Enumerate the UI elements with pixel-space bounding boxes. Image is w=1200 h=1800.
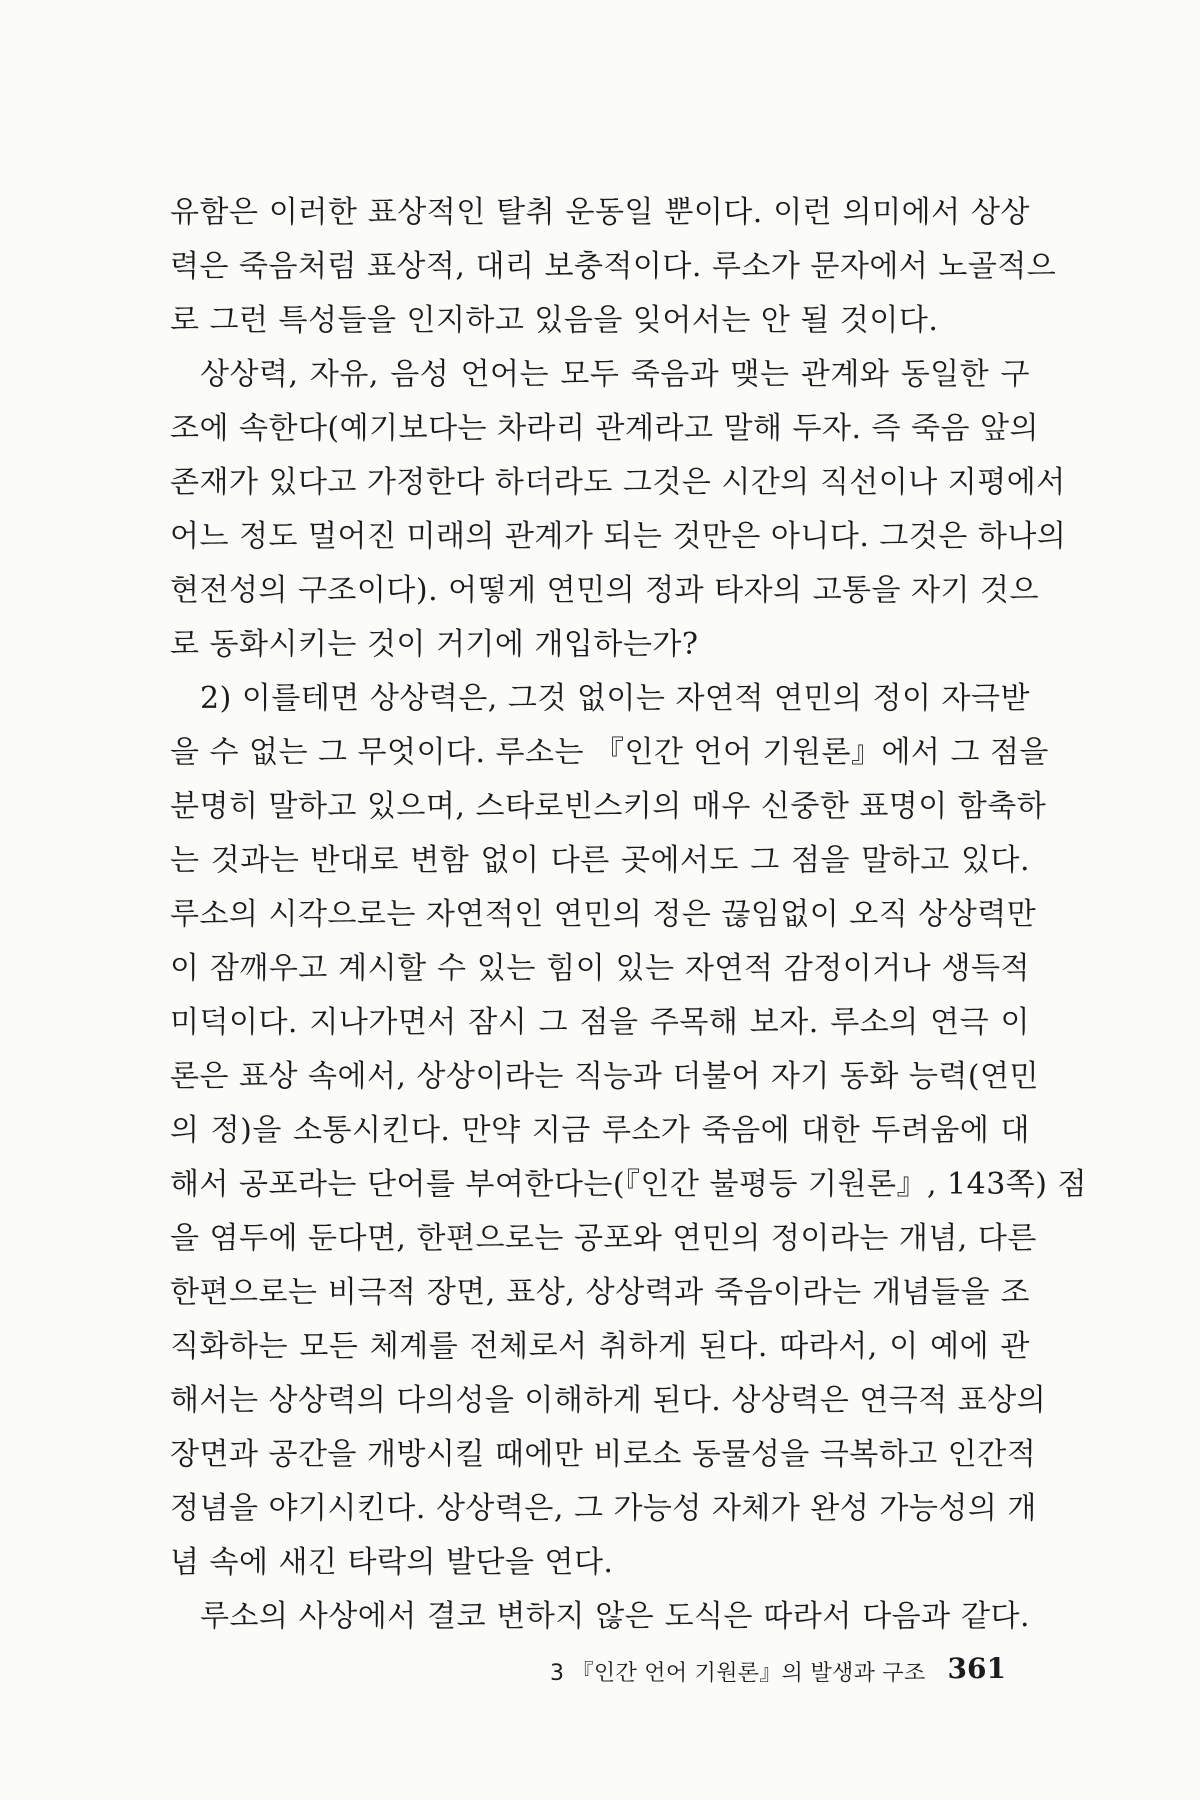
text-line: 한편으로는 비극적 장면, 표상, 상상력과 죽음이라는 개념들을 조 xyxy=(170,1275,1030,1310)
body-text xyxy=(170,186,1087,1644)
text-line: 을 염두에 둔다면, 한편으로는 공포와 연민의 정이라는 개념, 다른 xyxy=(170,1221,1037,1256)
text-line: 루소의 사상에서 결코 변하지 않은 도식은 따라서 다음과 같다. xyxy=(200,1599,1030,1634)
text-line: 이 잠깨우고 계시할 수 있는 힘이 있는 자연적 감정이거나 생득적 xyxy=(170,951,1030,986)
text-line: 분명히 말하고 있으며, 스타로빈스키의 매우 신중한 표명이 함축하 xyxy=(170,789,1047,824)
text-line: 로 그런 특성들을 인지하고 있음을 잊어서는 안 될 것이다. xyxy=(170,303,939,338)
text-line: 해서 공포라는 단어를 부여한다는(『인간 불평등 기원론』, 143쪽) 점 xyxy=(170,1167,1087,1202)
text-line: 어느 정도 멀어진 미래의 관계가 되는 것만은 아니다. 그것은 하나의 xyxy=(170,519,1067,554)
text-line: 루소의 시각으로는 자연적인 연민의 정은 끊임없이 오직 상상력만 xyxy=(170,897,1037,932)
text-line: 론은 표상 속에서, 상상이라는 직능과 더불어 자기 동화 능력(연민 xyxy=(170,1059,1040,1094)
text-line: 로 동화시키는 것이 거기에 개입하는가? xyxy=(170,627,699,662)
text-line: 상상력, 자유, 음성 언어는 모두 죽음과 맺는 관계와 동일한 구 xyxy=(200,357,1030,392)
text-line: 장면과 공간을 개방시킬 때에만 비로소 동물성을 극복하고 인간적 xyxy=(170,1437,1037,1472)
text-line: 의 정)을 소통시킨다. 만약 지금 루소가 죽음에 대한 두려움에 대 xyxy=(170,1113,1030,1148)
chapter-title: 3 『인간 언어 기원론』의 발생과 구조 xyxy=(550,1661,926,1686)
text-line: 해서는 상상력의 다의성을 이해하게 된다. 상상력은 연극적 표상의 xyxy=(170,1383,1047,1418)
text-line: 현전성의 구조이다). 어떻게 연민의 정과 타자의 고통을 자기 것으 xyxy=(170,573,1040,608)
running-footer xyxy=(550,1650,1030,1690)
text-line: 2) 이를테면 상상력은, 그것 없이는 자연적 연민의 정이 자극받 xyxy=(200,681,1030,716)
page-number: 361 xyxy=(947,1652,1006,1685)
text-line: 존재가 있다고 가정한다 하더라도 그것은 시간의 직선이나 지평에서 xyxy=(170,465,1066,500)
text-line: 직화하는 모든 체계를 전체로서 취하게 된다. 따라서, 이 예에 관 xyxy=(170,1329,1030,1364)
text-line: 력은 죽음처럼 표상적, 대리 보충적이다. 루소가 문자에서 노골적으 xyxy=(170,249,1057,284)
text-line: 는 것과는 반대로 변함 없이 다른 곳에서도 그 점을 말하고 있다. xyxy=(170,843,1030,878)
text-line: 념 속에 새긴 타락의 발단을 연다. xyxy=(170,1545,614,1580)
text-line: 조에 속한다(예기보다는 차라리 관계라고 말해 두자. 즉 죽음 앞의 xyxy=(170,411,1040,446)
text-line: 을 수 없는 그 무엇이다. 루소는 『인간 언어 기원론』에서 그 점을 xyxy=(170,735,1049,770)
text-line: 미덕이다. 지나가면서 잠시 그 점을 주목해 보자. 루소의 연극 이 xyxy=(170,1005,1030,1040)
text-line: 유함은 이러한 표상적인 탈취 운동일 뿐이다. 이런 의미에서 상상 xyxy=(170,195,1030,230)
text-line: 정념을 야기시킨다. 상상력은, 그 가능성 자체가 완성 가능성의 개 xyxy=(170,1491,1037,1526)
